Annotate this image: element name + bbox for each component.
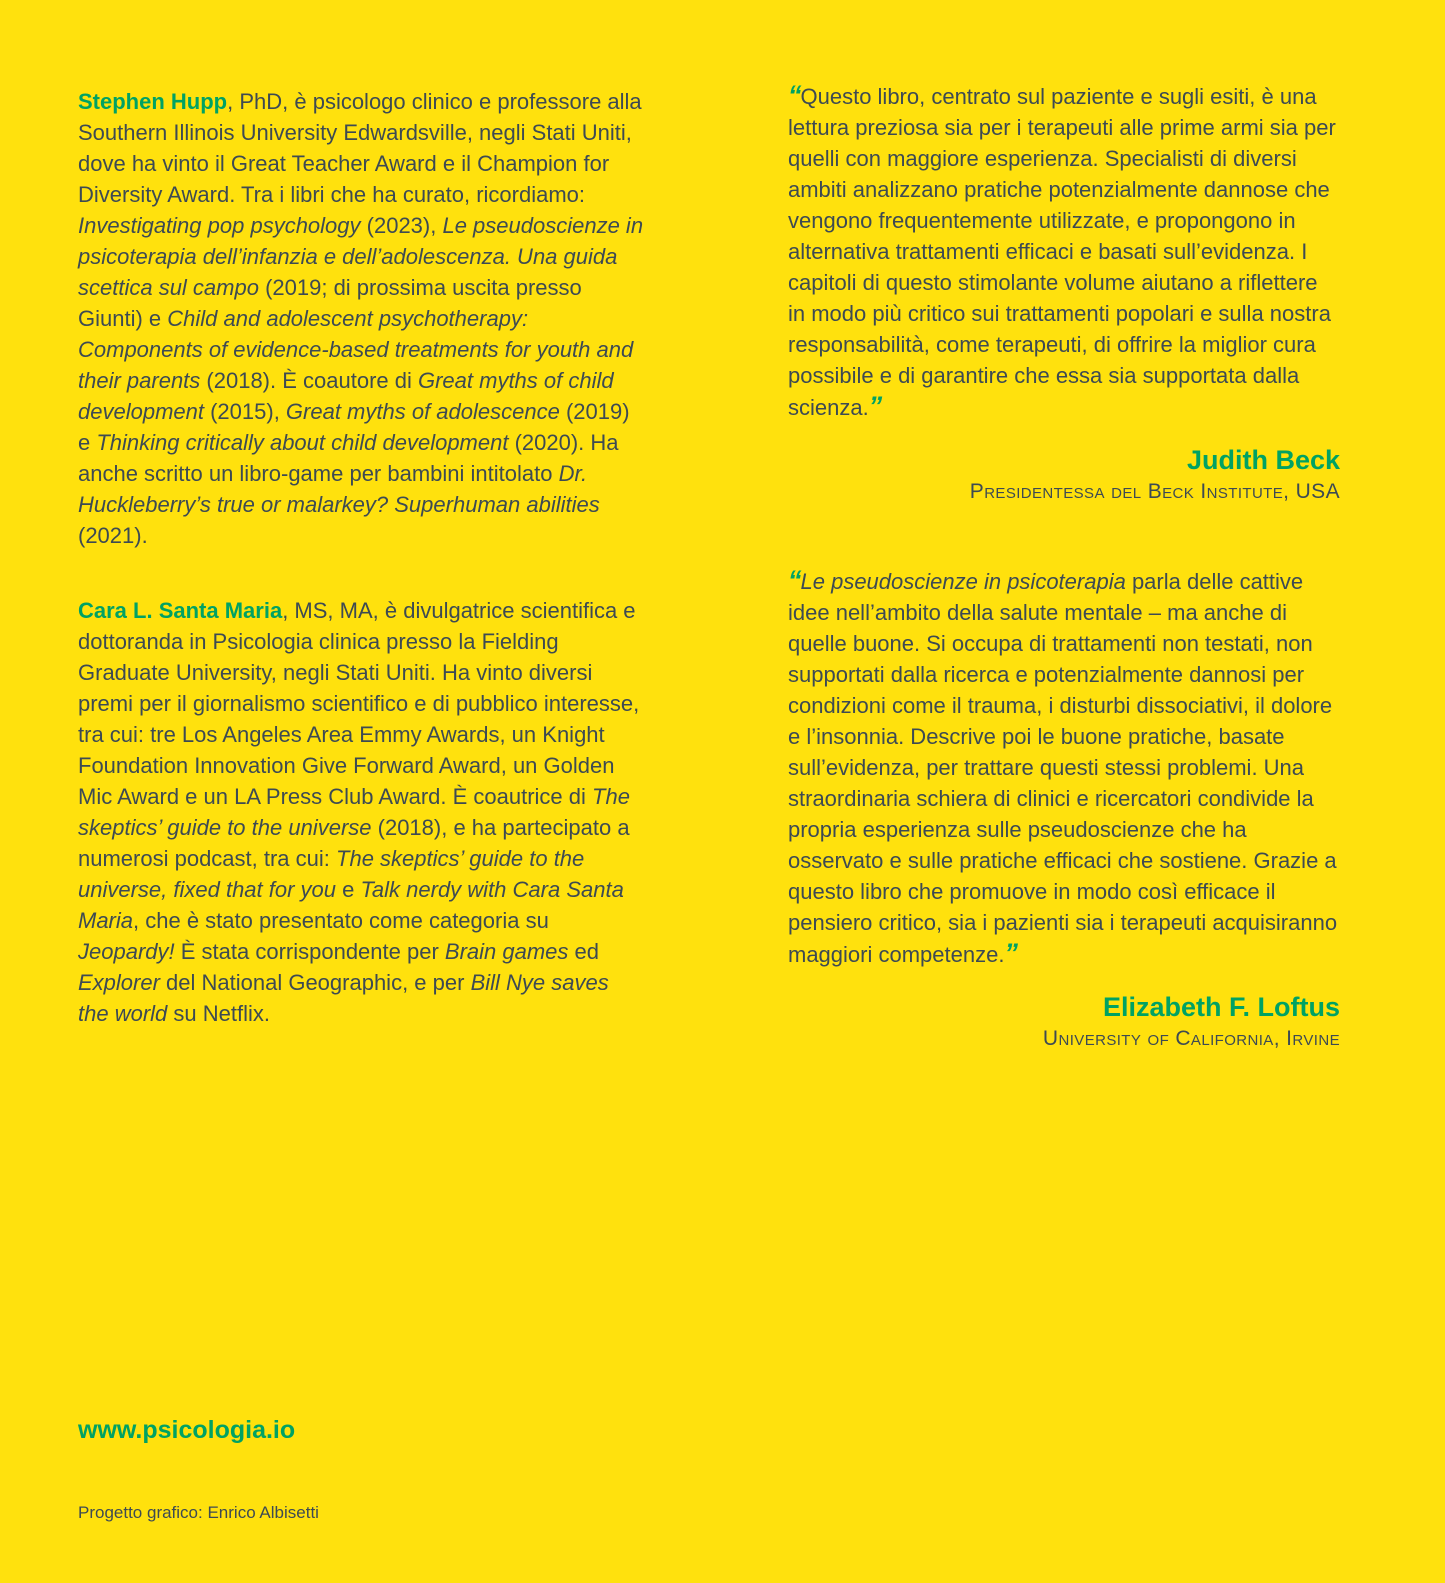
quote-attribution: [788, 990, 1340, 1054]
quote-attribution-affiliation: University of California, Irvine: [1042, 1027, 1340, 1050]
quote-text: “Le pseudoscienze in psicoterapia parla delle cattive idee nell’ambito della salute mentale – ma anche di quelle buone. Si occupa di trattamenti non testati, non supportati dalla ricerca e potenzialmente dannosi per condizioni come il trauma, i disturbi dissociativi, il dolore e l’insonnia. Descrive poi le buone pratiche, basate sull’evidenza, per trattare questi stessi problemi. Una straordinaria schiera di clinici e ricercatori condivide la propria esperienza sulle pseudoscienze che ha osservato e sulle pratiche efficaci che sostiene. Grazie a questo libro che promuove in modo così efficace il pensiero critico, sia i pazienti sia i terapeuti acquisiranno maggiori competenze.”: [788, 565, 1338, 968]
design-credit: Progetto grafico: Enrico Albisetti: [78, 1503, 319, 1522]
quote-attribution-name: Judith Beck: [1186, 445, 1340, 475]
author-bio-stephen-hupp: Stephen Hupp, PhD, è psicologo clinico e professore alla Southern Illinois University Edwardsville, negli Stati Uniti, dove ha vinto il Great Teacher Award e il Champion for Diversity Award. Tra i libri che ha curato, ricordiamo: Investigating pop psychology (2023), Le pseudoscienze in psicoterapia dell’infanzia e dell’adolescenza. Una guida scettica sul campo (2019; di prossima uscita presso Giunti) e Child and adolescent psychotherapy: Components of evidence-based treatments for youth and their parents (2018). È coautore di Great myths of child development (2015), Great myths of adolescence (2019) e Thinking critically about child development (2020). Ha anche scritto un libro-game per bambini intitolato Dr. Huckleberry’s true or malarkey? Superhuman abilities (2021).: [78, 89, 644, 548]
right-column: [788, 80, 1340, 1054]
endorsement-quote-beck: [788, 80, 1340, 507]
quote-text: “Questo libro, centrato sul paziente e sugli esiti, è una lettura preziosa sia per i terapeuti alle prime armi sia per quelli con maggiore esperienza. Specialisti di diversi ambiti analizzano pratiche potenzialmente dannose che vengono frequentemente utilizzate, e propongono in alternativa trattamenti efficaci e basati sull’evidenza. I capitoli di questo stimolante volume aiutano a riflettere in modo più critico sui trattamenti popolari e sulla nostra responsabilità, come terapeuti, di offrire la miglior cura possibile e di garantire che essa sia supportata dalla scienza.”: [788, 80, 1336, 421]
website-link[interactable]: www.psicologia.io: [78, 1416, 296, 1444]
endorsement-quote-loftus: [788, 565, 1340, 1054]
author-bio-cara-santa-maria: Cara L. Santa Maria, MS, MA, è divulgatrice scientifica e dottoranda in Psicologia clinica presso la Fielding Graduate University, negli Stati Uniti. Ha vinto diversi premi per il giornalismo scientifico e di pubblico interesse, tra cui: tre Los Angeles Area Emmy Awards, un Knight Foundation Innovation Give Forward Award, un Golden Mic Award e un LA Press Club Award. È coautrice di The skeptics’ guide to the universe (2018), e ha partecipato a numerosi podcast, tra cui: The skeptics’ guide to the universe, fixed that for you e Talk nerdy with Cara Santa Maria, che è stato presentato come categoria su Jeopardy! È stata corrispondente per Brain games ed Explorer del National Geographic, e per Bill Nye saves the world su Netflix.: [78, 598, 640, 1026]
left-column: [78, 86, 644, 1029]
quote-attribution-name: Elizabeth F. Loftus: [1102, 992, 1340, 1022]
quote-attribution-affiliation: Presidentessa del Beck Institute, USA: [969, 480, 1340, 503]
quote-attribution: [788, 443, 1340, 507]
